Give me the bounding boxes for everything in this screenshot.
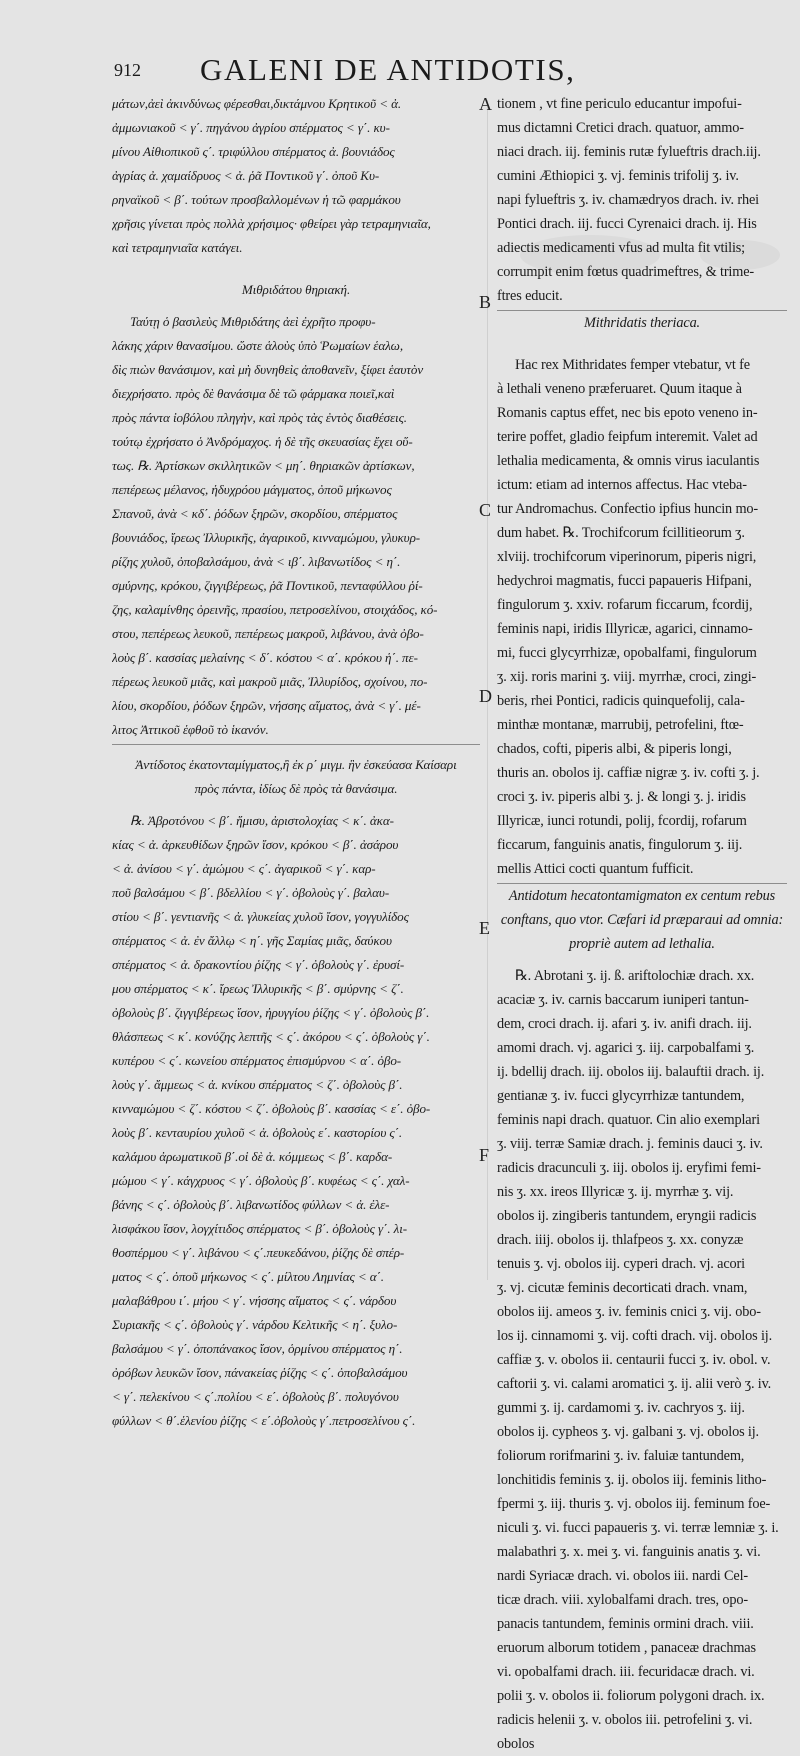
- text-line: ℞. Abrotani ʒ. ij. ß. ariftolochiæ drach. xx.: [515, 968, 755, 984]
- latin-heading-mithridates: Mithridatis theriaca.: [584, 315, 700, 331]
- text-line: τούτῳ ἐχρήσατο ὁ Ἀνδρόμαχος. ἡ δὲ τῆς σκευασίας ἔχει οὕ-: [112, 434, 413, 449]
- margin-letter-a: A: [479, 94, 492, 114]
- text-line: dem, croci drach. ij. afari ʒ. iv. anifi drach. iij.: [497, 1016, 752, 1032]
- text-line: καὶ τετραμηνιαῖα κατάγει.: [112, 240, 243, 255]
- text-line: τως. ℞. Ἀρτίσκων σκιλλητικῶν < μη΄. θηριακῶν ἀρτίσκων,: [112, 458, 415, 473]
- text-line: ὀβολοὺς β΄. ζιγγιβέρεως ἴσον, ἠρυγγίου ῥίζης < γ΄. ὀβολοὺς β΄.: [112, 1005, 430, 1020]
- latin-heading-antidote: [497, 884, 787, 956]
- margin-letter-b: B: [479, 292, 492, 312]
- text-line: minthæ montanæ, marrubij, petrofelini, ftœ-: [497, 717, 744, 733]
- text-line: θοσπέρμου < γ΄. λιβάνου < ς΄.πευκεδάνου, ῥίζης δὲ σπέρ-: [112, 1245, 405, 1260]
- page-number: 912: [114, 60, 141, 80]
- text-line: κυπέρου < ς΄. κωνείου σπέρματος ἐπισμύρνου < α΄. ὀβο-: [112, 1053, 402, 1068]
- text-line: ij. bdellij drach. iij. obolos iij. balauftii drach. ij.: [497, 1064, 765, 1080]
- text-line: fingulorum ʒ. xxiv. rofarum ficcarum, fcordij,: [497, 597, 753, 613]
- text-line: δὶς πιὼν θανάσιμον, καὶ μὴ δυνηθεὶς ἀποθανεῖν, ξίφει ἑαυτὸν: [112, 362, 424, 377]
- text-line: Romanis captus effet, nec bis epoto veneno in-: [497, 405, 758, 421]
- text-line: radicis helenii ʒ. v. obolos iii. petrofelini ʒ. vi.: [497, 1712, 753, 1728]
- text-line: tenuis ʒ. vj. obolos iij. cyperi drach. vj. acori: [497, 1256, 745, 1272]
- text-line: στου, πεπέρεως λευκοῦ, πεπέρεως μακροῦ, λιβάνου, ἀνὰ ὀβο-: [112, 626, 424, 641]
- text-line: ftres educit.: [497, 288, 563, 304]
- text-line: καλάμου ἀρωματικοῦ β΄.οἱ δὲ ἀ. κόμμεως < β΄. καρδα-: [112, 1149, 393, 1164]
- text-line: Σπανοῦ, ἀνὰ < κδ΄. ῥόδων ξηρῶν, σκορδίου, σπέρματος: [112, 506, 398, 521]
- text-line: caftorii ʒ. vi. calami aromatici ʒ. ij. alii verò ʒ. iv.: [497, 1376, 772, 1392]
- text-line: ʒ. viij. terræ Samiæ drach. j. feminis dauci ʒ. iv.: [497, 1136, 763, 1152]
- text-line: tur Andromachus. Confectio ipfius huncin mo-: [497, 501, 759, 517]
- text-line: πεπέρεως μέλανος, ἡδυχρόου μάγματος, ὀποῦ μήκωνος: [112, 482, 392, 497]
- text-line: los ij. cinnamomi ʒ. vij. cofti drach. vij. obolos ij.: [497, 1328, 773, 1344]
- text-line: gummi ʒ. ij. cardamomi ʒ. iv. cachryos ʒ. iij.: [497, 1400, 745, 1416]
- margin-letter-f: F: [479, 1145, 490, 1165]
- greek-heading-mithridates: Μιθριδάτου θηριακή.: [241, 282, 351, 297]
- text-line: lonchitidis feminis ʒ. ij. obolos iij. feminis litho-: [497, 1472, 767, 1488]
- text-line: gentianæ ʒ. iv. fucci glycyrrhizæ tantundem,: [497, 1088, 745, 1104]
- page-header: [114, 52, 694, 92]
- running-title: GALENI DE ANTIDOTIS,: [200, 52, 576, 87]
- text-line: terire poffet, gladio feipfum interemit. Valet ad: [497, 429, 758, 445]
- text-line: drach. iiij. obolos ij. thlafpeos ʒ. xx. conyzæ: [497, 1232, 744, 1248]
- text-line: napi fylueftris ʒ. iv. chamædryos drach. iv. rhei: [497, 192, 759, 208]
- text-line: Συριακῆς < ς΄. ὀβολοὺς γ΄. νάρδου Κελτικῆς < η΄. ξυλο-: [112, 1317, 398, 1332]
- text-line: μου σπέρματος < κ΄. ἴρεως Ἰλλυρικῆς < β΄. σμύρνης < ζ΄.: [112, 981, 404, 996]
- text-line: ματος < ς΄. ὀποῦ μήκωνος < ς΄. μίλτου Λημνίας < α΄.: [112, 1269, 384, 1284]
- text-line: nardi Syriacæ drach. vi. obolos iii. nardi Cel-: [497, 1568, 749, 1584]
- text-line: propriè autem ad lethalia.: [569, 936, 715, 952]
- text-line: foliorum rorifmarini ʒ. iv. faluiæ tantundem,: [497, 1448, 745, 1464]
- text-line: ποῦ βαλσάμου < β΄. βδελλίου < γ΄. ὀβολοὺς γ΄. βαλαυ-: [112, 885, 390, 900]
- text-line: πέρεως λευκοῦ μιᾶς, καὶ μακροῦ μιᾶς, Ἰλλυρίδος, σχοίνου, πο-: [112, 674, 428, 689]
- text-line: ἀμμωνιακοῦ < γ΄. πηγάνου ἀγρίου σπέρματος < γ΄. κυ-: [112, 120, 390, 135]
- text-line: λιτος Ἀττικοῦ ἑφθοῦ τὸ ἱκανόν.: [112, 722, 269, 737]
- text-line: corrumpit enim fœtus quadrimeftres, & trime-: [497, 264, 755, 280]
- text-line: πρὸς πάντα ἰοβόλου πληγὴν, καὶ πρὸς τὰς ἐντὸς διαθέσεις.: [112, 410, 407, 425]
- text-line: Illyricæ, iunci rotundi, polij, fcordij, rofarum: [497, 813, 747, 829]
- text-line: thuris an. obolos ij. caffiæ nigræ ʒ. iv. cofti ʒ. j.: [497, 765, 760, 781]
- text-line: βαλσάμου < γ΄. ὀποπάνακος ἴσον, ὁρμίνου σπέρματος η΄.: [112, 1341, 403, 1356]
- latin-column: [497, 92, 787, 1756]
- text-line: λοὺς β΄. κενταυρίου χυλοῦ < ἀ. ὀβολοὺς ε΄. καστορίου ς΄.: [112, 1125, 403, 1140]
- text-line: panacis tantundem, feminis ormini drach. viii.: [497, 1616, 754, 1632]
- text-line: σμύρνης, κρόκου, ζιγγιβέρεως, ῥᾶ Ποντικοῦ, πενταφύλλου ῥί-: [112, 578, 423, 593]
- text-line: obolos ij. cypheos ʒ. vj. galbani ʒ. vj. obolos ij.: [497, 1424, 759, 1440]
- greek-text-block: [112, 310, 480, 742]
- text-line: βάνης < ς΄. ὀβολοὺς β΄. λιβανωτίδος φύλλων < ἀ. ἐλε-: [112, 1197, 390, 1212]
- text-line: κινναμώμου < ζ΄. κόστου < ζ΄. ὀβολοὺς β΄. κασσίας < ε΄. ὀβο-: [112, 1101, 431, 1116]
- text-line: κίας < ἀ. ἀρκευθίδων ξηρῶν ἴσον, κρόκου < β΄. ἀσάρου: [112, 837, 399, 852]
- text-line: ictum: etiam ad internos affectus. Hac vteba-: [497, 477, 747, 493]
- text-line: acaciæ ʒ. iv. carnis baccarum iuniperi tantun-: [497, 992, 749, 1008]
- text-line: ρίζης χυλοῦ, ὀποβαλσάμου, ἀνὰ < ιβ΄. λιβανωτίδος < η΄.: [112, 554, 401, 569]
- text-line: Antidotum hecatontamigmaton ex centum rebus: [508, 888, 776, 904]
- text-line: niculi ʒ. vi. fucci papaueris ʒ. vi. terræ lemniæ ʒ. i.: [497, 1520, 779, 1536]
- text-line: μαλαβάθρου ι΄. μήου < γ΄. νήσσης αἵματος < ς΄. νάρδου: [112, 1293, 397, 1308]
- text-line: lethalia medicamenta, & omnis virus iaculantis: [497, 453, 760, 469]
- text-line: vi. opobalfami drach. iii. fecuridacæ drach. vi.: [497, 1664, 755, 1680]
- text-line: λοὺς β΄. κασσίας μελαίνης < δ΄. κόστου < α΄. κρόκου ἡ΄. πε-: [112, 650, 418, 665]
- text-line: tionem , vt fine periculo educantur impofui-: [497, 96, 742, 112]
- text-line: niaci drach. iij. feminis rutæ fylueftris drach.iij.: [497, 144, 761, 160]
- margin-letter-c: C: [479, 500, 492, 520]
- text-line: μίνου Αἰθιοπικοῦ ς΄. τριφύλλου σπέρματος ἀ. βουνιάδος: [112, 144, 395, 159]
- text-line: Ταύτῃ ὁ βασιλεὺς Μιθριδάτης ἀεὶ ἐχρῆτο προφυ-: [130, 314, 376, 329]
- text-line: amomi drach. vj. agarici ʒ. iij. carpobalfami ʒ.: [497, 1040, 755, 1056]
- text-line: στίου < β΄. γεντιανῆς < ἀ. γλυκείας χυλοῦ ἴσον, γογγυλίδος: [112, 909, 409, 924]
- text-line: obolos: [497, 1736, 535, 1752]
- text-line: caffiæ ʒ. v. obolos ii. centaurii fucci ʒ. iv. obol. v.: [497, 1352, 771, 1368]
- text-line: dum habet. ℞. Trochifcorum fcillitieorum ʒ.: [497, 525, 745, 541]
- greek-text-block: [112, 809, 480, 1433]
- text-line: chados, cofti, piperis albi, & piperis longi,: [497, 741, 732, 757]
- text-line: nis ʒ. xx. ireos Illyricæ ʒ. ij. myrrhæ ʒ. vij.: [497, 1184, 734, 1200]
- text-line: Hac rex Mithridates femper vtebatur, vt fe: [515, 357, 750, 373]
- text-line: Pontici drach. iij. fucci Cyrenaici drach. ij. His: [497, 216, 757, 232]
- text-line: Ἀντίδοτος ἑκατονταμίγματος,ἢ ἐκ ρ΄ μιγμ. ἣν ἐσκεύασα Καίσαρι: [135, 757, 457, 772]
- text-line: malabathri ʒ. x. mei ʒ. vi. fanguinis anatis ʒ. vi.: [497, 1544, 761, 1560]
- text-line: cumini Æthiopici ʒ. vj. feminis trifolij ʒ. iv.: [497, 168, 739, 184]
- text-line: λάκης χάριν θανασίμου. ὥστε ἁλοὺς ὑπὸ Ῥωμαίων ἑαλω,: [112, 338, 403, 353]
- text-line: ζης, καλαμίνθης ὀρεινῆς, πρασίου, πετροσελίνου, στοιχάδος, κό-: [112, 602, 438, 617]
- text-line: ticæ drach. viii. xylobalfami drach. tres, opo-: [497, 1592, 749, 1608]
- text-line: polii ʒ. v. obolos ii. foliorum polygoni drach. ix.: [497, 1688, 765, 1704]
- text-line: μάτων,ἀεὶ ἀκινδύνως φέρεσθαι,δικτάμνου Κρητικοῦ < ἀ.: [112, 96, 402, 111]
- text-line: μώμου < γ΄. κάγχρυος < γ΄. ὀβολοὺς β΄. κυφέως < ς΄. χαλ-: [112, 1173, 410, 1188]
- margin-letter-d: D: [479, 686, 492, 706]
- greek-column: [112, 92, 480, 1433]
- margin-letter-e: E: [479, 918, 490, 938]
- text-line: ʒ. vj. cicutæ feminis decorticati drach. vnam,: [497, 1280, 748, 1296]
- text-line: eruorum alborum totidem , panaceæ drachmas: [497, 1640, 756, 1656]
- greek-heading-antidote: [112, 753, 480, 801]
- text-line: radicis dracunculi ʒ. iij. obolos ij. eryfimi femi-: [497, 1160, 761, 1176]
- text-line: à lethali veneno præferuaret. Quum itaque à: [497, 381, 742, 397]
- text-line: λοὺς γ΄. ἄμμεως < ἀ. κνίκου σπέρματος < ζ΄. ὀβολοὺς β΄.: [112, 1077, 403, 1092]
- text-line: λίου, σκορδίου, ῥόδων ξηρῶν, νήσσης αἵματος, ἀνὰ < γ΄. μέ-: [112, 698, 421, 713]
- text-line: σπέρματος < ἀ. δρακοντίου ῥίζης < γ΄. ὀβολοὺς γ΄. ἐρυσί-: [112, 957, 405, 972]
- text-line: σπέρματος < ἀ. ἐν ἄλλῳ < η΄. γῆς Σαμίας μιᾶς, δαύκου: [112, 933, 392, 948]
- text-line: πρὸς πάντα, ἰδίως δὲ πρὸς τὰ θανάσιμα.: [194, 781, 398, 796]
- text-line: διεχρήσατο. πρὸς δὲ θανάσιμα δὲ τῶ φάρμακα ποιεῖ,καὶ: [112, 386, 395, 401]
- text-line: obolos iij. ameos ʒ. iv. feminis cnici ʒ. vij. obo-: [497, 1304, 761, 1320]
- text-line: χρῆσις γίνεται πρὸς πολλὰ χρήσιμος· φθείρει γὰρ τετραμηνιαῖα,: [112, 216, 431, 231]
- text-line: xlviij. trochifcorum viperinorum, piperis nigri,: [497, 549, 757, 565]
- text-line: < γ΄. πελεκίνου < ς΄.πολίου < ε΄. ὀβολοὺς β΄. πολυγόνου: [112, 1389, 399, 1404]
- text-line: adiectis medicamenti vfus ad multa fit vtilis;: [497, 240, 746, 256]
- text-line: < ἀ. ἀνίσου < γ΄. ἀμώμου < ς΄. ἀγαρικοῦ < γ΄. καρ-: [112, 861, 376, 876]
- text-line: λισφάκου ἴσον, λογχίτιδος σπέρματος < β΄. ὀβολοὺς γ΄. λι-: [112, 1221, 408, 1236]
- text-line: ficcarum, fanguinis anatis, fingulorum ʒ. iij.: [497, 837, 743, 853]
- text-line: obolos ij. zingiberis tantundem, eryngii radicis: [497, 1208, 757, 1224]
- text-line: mellis Attici cocti quantum fufficit.: [497, 861, 694, 877]
- text-line: croci ʒ. iv. piperis albi ʒ. j. & longi ʒ. j. iridis: [497, 789, 746, 805]
- text-line: hedychroi magmatis, fucci papaueris Hifpani,: [497, 573, 752, 589]
- text-line: mi, fucci glycyrrhizæ, opobalfami, fingulorum: [497, 645, 757, 661]
- latin-text-block: [497, 353, 787, 881]
- greek-text-block: [112, 92, 480, 260]
- text-line: beris, rhei Pontici, radicis quinquefolij, cala-: [497, 693, 745, 709]
- text-line: βουνιάδος, ἴρεως Ἰλλυρικῆς, ἀγαρικοῦ, κινναμώμου, γλυκυρ-: [112, 530, 421, 545]
- text-line: conftans, quo vtor. Cæfari id præparaui ad omnia:: [500, 912, 784, 928]
- text-line: ὀρόβων λευκῶν ἴσον, πάνακείας ῥίζης < ς΄. ὀποβαλσάμου: [112, 1365, 408, 1380]
- text-line: mus dictamni Cretici drach. quatuor, ammo-: [497, 120, 744, 136]
- latin-text-block: [497, 964, 787, 1756]
- latin-text-block: [497, 92, 787, 308]
- text-line: θλάσπεως < κ΄. κονύζης λεπτῆς < ς΄. ἀκόρου < ς΄. ὀβολοὺς γ΄.: [112, 1029, 430, 1044]
- text-line: ἀγρίας ἀ. χαμαίδρυος < ἀ. ῥᾶ Ποντικοῦ γ΄. ὀποῦ Κυ-: [112, 168, 380, 183]
- text-line: ℞. Ἀβροτόνου < β΄. ἥμισυ, ἀριστολοχίας < κ΄. ἀκα-: [130, 813, 394, 828]
- text-line: feminis napi, iridis Illyricæ, agarici, cinnamo-: [497, 621, 753, 637]
- text-line: ρηναϊκοῦ < β΄. τούτων προσβαλλομένων ἡ τῶ φαρμάκου: [112, 192, 401, 207]
- text-line: fpermi ʒ. iij. thuris ʒ. vj. obolos iij. feminum foe-: [497, 1496, 771, 1512]
- text-line: ʒ. xij. roris marini ʒ. viij. myrrhæ, croci, zingi-: [497, 669, 757, 685]
- text-line: φύλλων < θ΄.ἑλενίου ῥίζης < ε΄.ὀβολοὺς γ΄.πετροσελίνου ς΄.: [112, 1413, 416, 1428]
- text-line: feminis napi drach. quatuor. Cin alio exemplari: [497, 1112, 760, 1128]
